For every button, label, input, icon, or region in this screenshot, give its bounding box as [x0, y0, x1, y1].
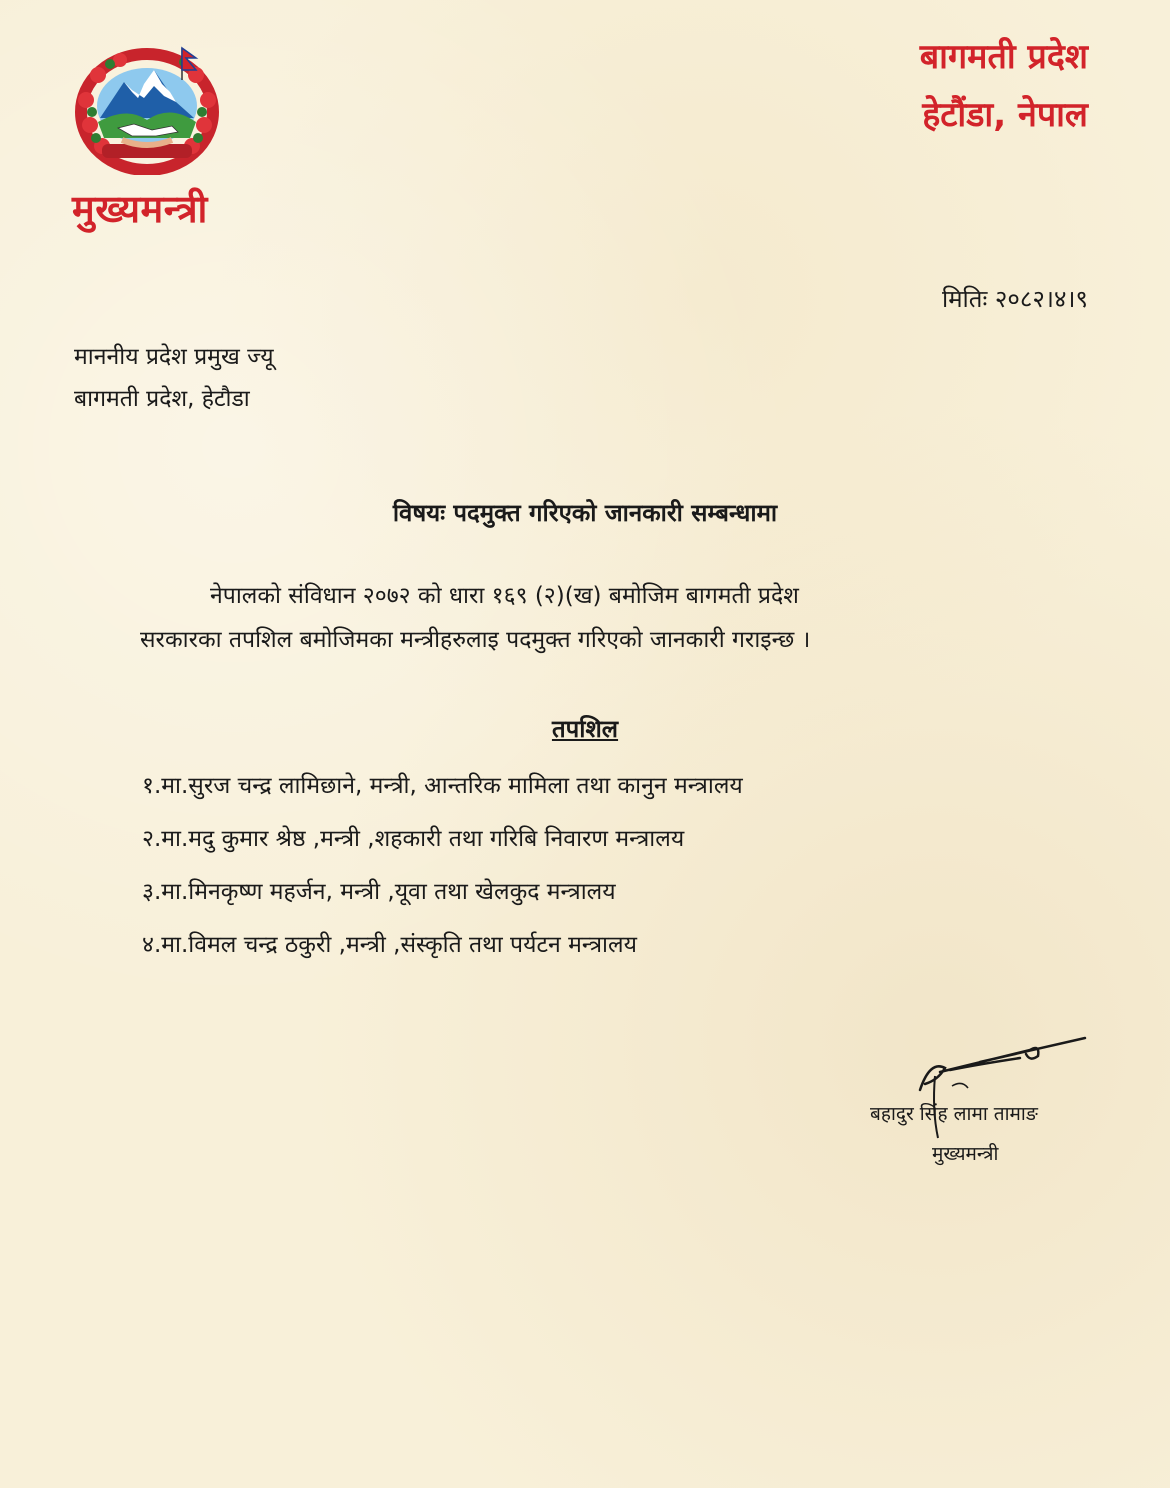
- schedule-title: तपशिल: [551, 715, 619, 743]
- body-line-1: नेपालको संविधान २०७२ को धारा १६९ (२)(ख) बमोजिम बागमती प्रदेश: [210, 583, 799, 609]
- body-line-2: सरकारका तपशिल बमोजिमका मन्त्रीहरुलाइ पदमुक्त गरिएको जानकारी गराइन्छ ।: [140, 627, 811, 653]
- office-city: हेटौंडा, नेपाल: [922, 95, 1088, 135]
- office-province: बागमती प्रदेश: [919, 37, 1088, 77]
- list-item: २.मा.मदु कुमार श्रेष्ठ ,मन्त्री ,शहकारी तथा गरिबि निवारण मन्त्रालय: [142, 826, 685, 852]
- addressee-address: बागमती प्रदेश, हेटौडा: [74, 386, 250, 412]
- letter-body: [140, 574, 1020, 662]
- chief-minister-label: मुख्यमन्त्री: [72, 187, 208, 231]
- signatory-title: मुख्यमन्त्री: [932, 1143, 999, 1165]
- office-address: [920, 28, 1088, 144]
- addressee-name: माननीय प्रदेश प्रमुख ज्यू: [74, 344, 274, 370]
- schedule-list: [142, 760, 1042, 972]
- list-item: ३.मा.मिनकृष्ण महर्जन, मन्त्री ,यूवा तथा खेलकुद मन्त्रालय: [142, 879, 616, 905]
- signatory-name: बहादुर सिंह लामा तामाङ: [870, 1103, 1038, 1125]
- coat-of-arms-icon: [72, 40, 222, 175]
- letter-date: मितिः २०८२।४।९: [941, 285, 1088, 313]
- list-item: ४.मा.विमल चन्द्र ठकुरी ,मन्त्री ,संस्कृति तथा पर्यटन मन्त्रालय: [142, 932, 637, 958]
- subject-line: विषयः पदमुक्त गरिएको जानकारी सम्बन्धामा: [392, 499, 778, 527]
- addressee-block: [74, 336, 274, 420]
- list-item: १.मा.सुरज चन्द्र लामिछाने, मन्त्री, आन्तरिक मामिला तथा कानुन मन्त्रालय: [142, 773, 743, 799]
